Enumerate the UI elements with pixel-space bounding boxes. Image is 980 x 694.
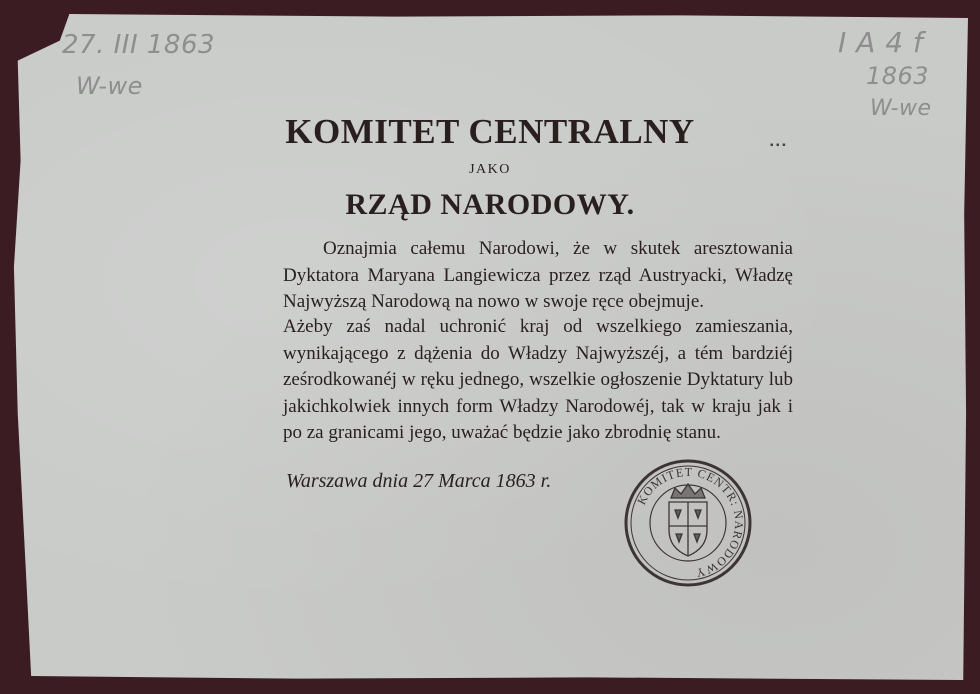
archive-date-mark: 27. III 1863 bbox=[62, 30, 216, 60]
print-mark: ▪ ▪ ▪ bbox=[770, 140, 786, 151]
paragraph-2-text: Ażeby zaś nadal uchronić kraj od wszelkiego zamieszania, wynikającego z dążenia do Władzy Najwyższéj, a tém bardziéj ześrodkowanéj w ręku jednego, wszelkie ogłoszenie Dyktatury lub jakichkolwiek innych form Władzy Narodowéj, tak w kraju jak i po za granicami jego, uważać będzie jako zbrodnię stanu. bbox=[283, 316, 793, 443]
paragraph-1-text: Oznajmia całemu Narodowi, że w skutek aresztowania Dyktatora Maryana Langiewicza przez rząd Austryacki, Władzę Najwyższą Narodową na nowo w swoje ręce obejmuje. bbox=[283, 238, 793, 312]
archive-code-mark: I A 4 f bbox=[838, 26, 924, 59]
crowned-shield-icon bbox=[669, 484, 707, 556]
document-subtitle: JAKO bbox=[469, 162, 511, 177]
archive-note-mark-right: W-we bbox=[870, 96, 932, 121]
paragraph-1 bbox=[283, 236, 793, 316]
archive-year-mark: 1863 bbox=[866, 62, 930, 90]
document-title-second: RZĄD NARODOWY. bbox=[345, 188, 635, 221]
seal-text: KOMITET CENTR: NARODOWY bbox=[634, 464, 747, 581]
committee-seal bbox=[623, 458, 753, 588]
document-title: KOMITET CENTRALNY bbox=[285, 112, 695, 151]
archive-note-mark: W-we bbox=[76, 72, 143, 100]
paragraph-2 bbox=[283, 314, 793, 447]
date-line: Warszawa dnia 27 Marca 1863 r. bbox=[286, 470, 552, 492]
